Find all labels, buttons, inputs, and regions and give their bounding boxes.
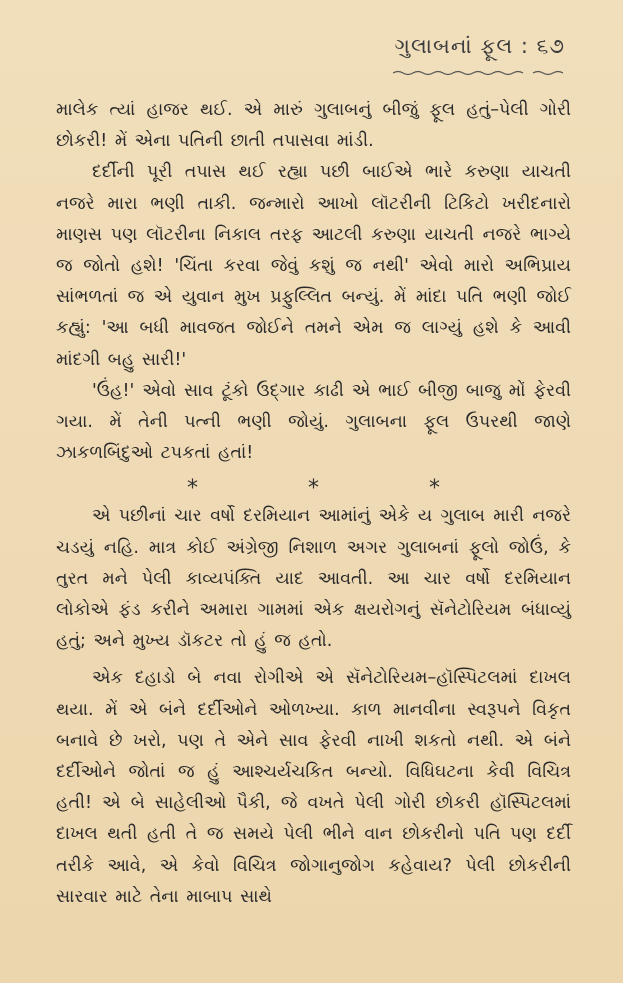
paragraph-1: માલેક ત્યાં હાજર થઈ. એ મારું ગુલાબનું બીજું ફૂલ હતું–પેલી ગોરી છોકરી! મેં એના પતિની છાતી તપાસવા માંડી. [56, 100, 571, 152]
page-body [56, 95, 571, 913]
paragraph-2: દર્દીની પૂરી તપાસ થઈ રહ્યા પછી બાઈએ ભારે કરુણા યાચતી નજરે મારા ભણી તાકી. જન્મારો આખો લૉટરીની ટિકિટો ખરીદનારો માણસ પણ લૉટરીના નિકાલ તરફ આટલી કરુણા યાચતી નજરે ભાગ્યે જ જોતો હશે! 'ચિંતા કરવા જેવું કશું જ નથી' એવો મારો અભિપ્રાય સાંભળતાં જ એ યુવાન મુખ પ્રફુલ્લિત બન્યું. મેં માંદા પતિ ભણી જોઈ કહ્યું: 'આ બધી માવજત જોઈને તમને એમ જ લાગ્યું હશે કે આવી માંદગી બહુ સારી!' [56, 162, 571, 370]
section-separator [56, 469, 571, 501]
paragraph-3: 'ઉંહ!' એવો સાવ ટૂંકો ઉદ્‌ગાર કાઢી એ ભાઈ બીજી બાજુ મોં ફેરવી ગયા. મેં તેની પત્ની ભણી જોયું. ગુલાબના ફૂલ ઉપરથી જાણે ઝાકળબિંદુઓ ટપકતાં હતાં! [56, 380, 571, 464]
paragraph-4: એ પછીનાં ચાર વર્ષો દરમિયાન આમાંનું એકે ય ગુલાબ મારી નજરે ચડયું નહિ. માત્ર કોઈ અંગ્રેજી નિશાળ અગર ગુલાબનાં ફૂલો જોઉં, કે તુરત મને પેલી કાવ્યપંક્તિ યાદ આવતી. આ ચાર વર્ષો દરમિયાન લોકોએ ફંડ કરીને અમારા ગામમાં એક ક્ષયરોગનું સૅનેટોરિયમ બંધાવ્યું હતું; અને મુખ્ય ડૉકટર તો હું જ હતો. [56, 506, 571, 652]
paragraph-5: એક દહાડો બે નવા રોગીએ એ સૅનેટોરિયમ–હૉસ્પિટલમાં દાખલ થયા. મેં એ બંને દર્દીઓને ઓળખ્યા. કાળ માનવીના સ્વરૂપને વિકૃત બનાવે છે ખરો, પણ તે એને સાવ ફેરવી નાખી શકતો નથી. એ બંને દર્દીઓને જોતાં જ હું આશ્ચર્યચકિત બન્યો. વિધિઘટના કેવી વિચિત્ર હતી! એ બે સાહેલીઓ પૈકી, જે વખતે પેલી ગોરી છોકરી હૉસ્પિટલમાં દાખલ થતી હતી તે જ સમયે પેલી ભીને વાન છોકરીનો પતિ પણ દર્દી તરીકે આવે, એ કેવો વિચિત્ર જોગાનુજોગ કહેવાય? પેલી છોકરીની સારવાર માટે તેના માબાપ સાથે [56, 668, 571, 907]
separator-star: * [308, 476, 319, 502]
separator-star: * [429, 476, 440, 502]
ornamental-rule [393, 70, 563, 76]
separator-star: * [187, 476, 198, 502]
running-head: ગુલાબનાં ફૂલ : ૬૭ [394, 34, 565, 58]
